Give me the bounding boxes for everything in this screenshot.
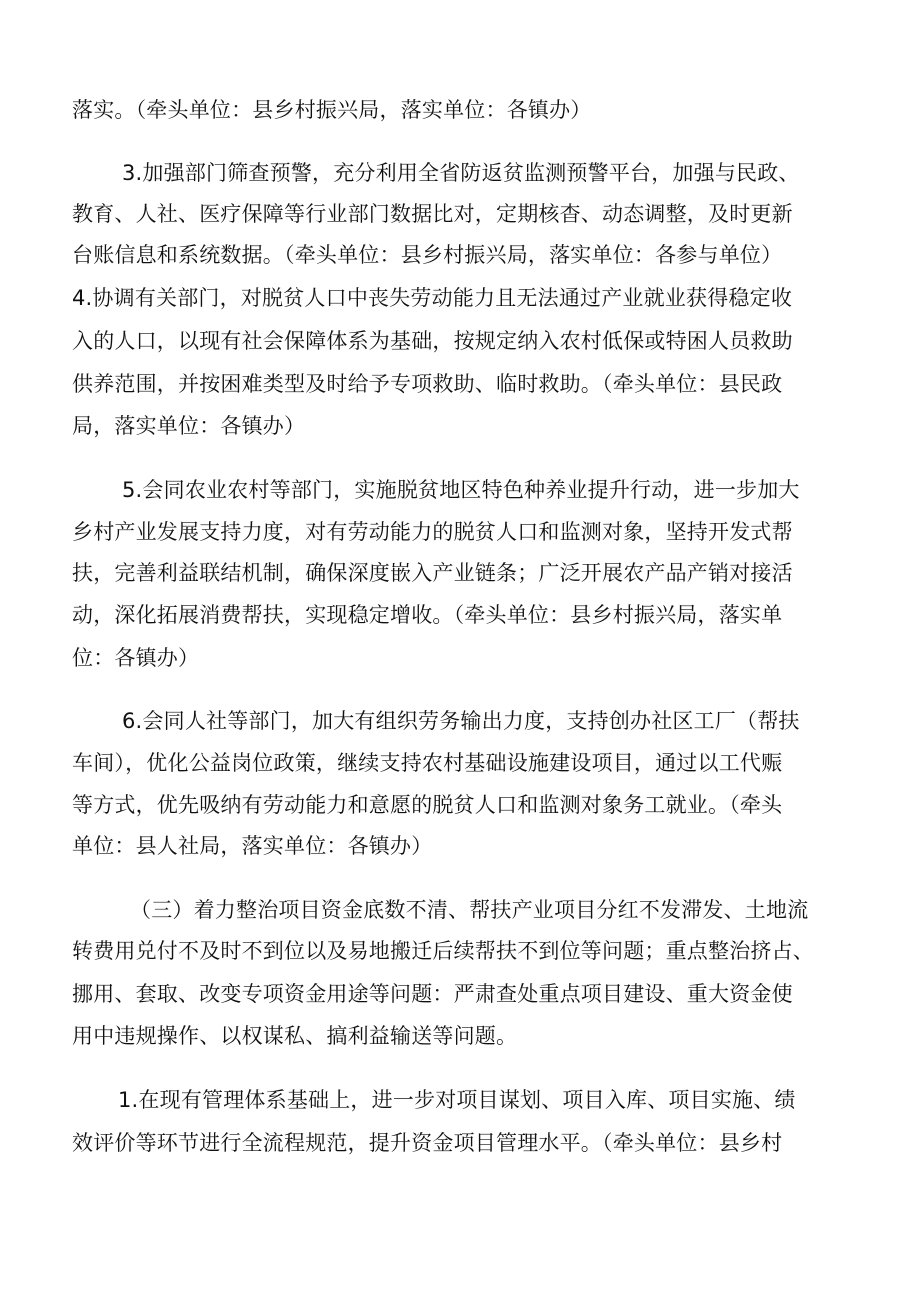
- text-line-1: 落实。（牵头单位：县乡村振兴局，落实单位：各镇办）: [72, 98, 592, 122]
- text-line-8: 局，落实单位：各镇办）: [72, 414, 306, 438]
- text-line-12: 动，深化拓展消费帮扶，实现稳定增收。（牵头单位：县乡村振兴局，落实单: [72, 603, 783, 627]
- text-line-23: 效评价等环节进行全流程规范，提升资金项目管理水平。（牵头单位：县乡村: [72, 1131, 783, 1155]
- text-line-5: 4.协调有关部门，对脱贫人口中丧失劳动能力且无法通过产业就业获得稳定收: [72, 286, 793, 310]
- text-line-18: （三）着力整治项目资金底数不清、帮扶产业项目分红不发滞发、土地流: [130, 898, 809, 922]
- text-line-6: 入的人口，以现有社会保障体系为基础，按规定纳入农村低保或特困人员救助: [72, 329, 793, 353]
- text-line-14: 6.会同人社等部门，加大有组织劳务输出力度，支持创办社区工厂（帮扶: [122, 709, 800, 733]
- text-line-16: 等方式，优先吸纳有劳动能力和意愿的脱贫人口和监测对象务工就业。（牵头: [72, 793, 783, 817]
- text-line-3: 教育、人社、医疗保障等行业部门数据比对，定期核杳、动态调整，及时更新: [72, 202, 793, 226]
- text-line-21: 用中违规操作、以权谋私、搞利益输送等问题。: [72, 1024, 518, 1048]
- text-line-11: 扶，完善利益联结机制，确保深度嵌入产业链条；广泛开展农产品产销对接活: [72, 561, 793, 585]
- text-line-19: 转费用兑付不及时不到位以及易地搬迁后续帮扶不到位等问题；重点整治挤占、: [72, 939, 814, 963]
- text-line-17: 单位：县人社局，落实单位：各镇办）: [72, 834, 433, 858]
- text-line-20: 挪用、套取、改变专项资金用途等问题：严肃查处重点项目建设、重大资金使: [72, 982, 793, 1006]
- text-line-15: 车间），优化公益岗位政策，继续支持农村基础设施建设项目，通过以工代赈: [72, 751, 783, 775]
- text-line-9: 5.会同农业农村等部门，实施脱贫地区特色种养业提升行动，进一步加大: [122, 478, 800, 502]
- text-line-2: 3.加强部门筛查预警，充分利用全省防返贫监测预警平台，加强与民政、: [122, 161, 800, 185]
- text-line-13: 位：各镇办）: [72, 646, 200, 670]
- text-line-10: 乡村产业发展支持力度，对有劳动能力的脱贫人口和监测对象，坚持开发式帮: [72, 520, 793, 544]
- text-line-4: 台账信息和系统数据。（牵头单位：县乡村振兴局，落实单位：各参与单位）: [72, 243, 783, 267]
- text-line-22: 1.在现有管理体系基础上，进一步对项目谋划、项目入库、项目实施、绩: [118, 1088, 796, 1112]
- text-line-7: 供养范围，并按困难类型及时给予专项救助、临时救助。（牵头单位：县民政: [72, 372, 783, 396]
